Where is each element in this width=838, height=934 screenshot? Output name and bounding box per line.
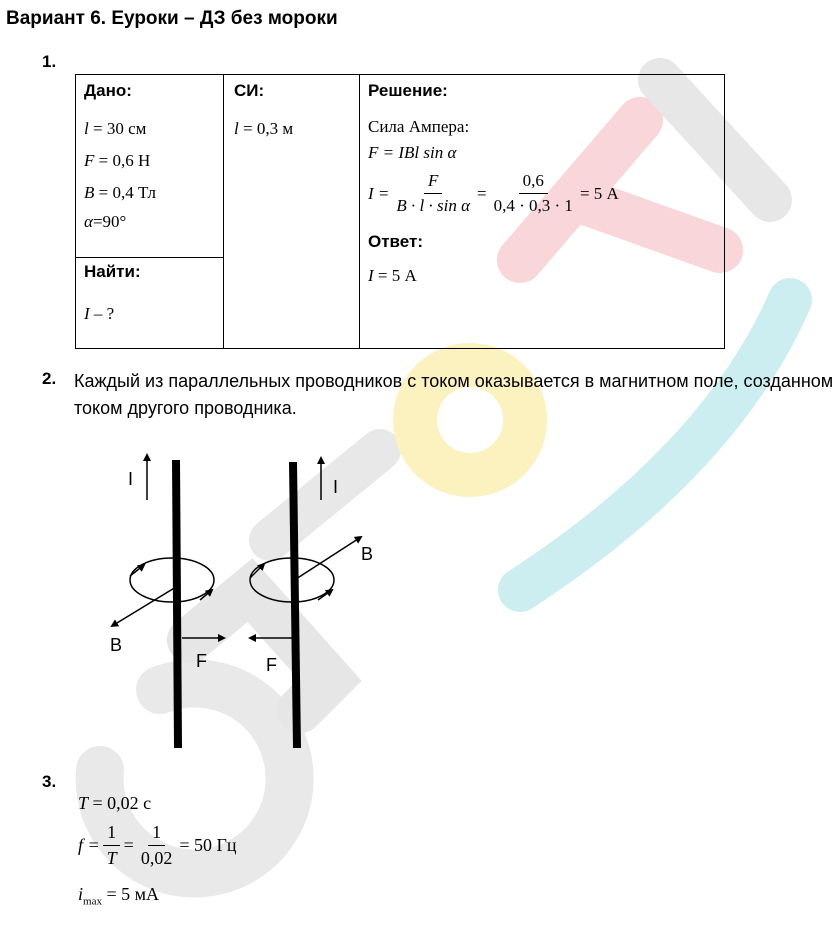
- answer-value: I = 5 А: [368, 266, 417, 285]
- left-loop-arrow-top: [130, 565, 144, 576]
- frequency-fraction-numeric: $\frac{1}{0,02}$: [140, 822, 173, 868]
- right-loop-arrow-bottom: [318, 590, 332, 600]
- solution-body: [368, 117, 716, 216]
- task1-table: [75, 74, 725, 349]
- right-induction-arrow: [296, 537, 361, 579]
- left-field-loop: [130, 558, 214, 602]
- solution-header: Решение:: [368, 81, 448, 100]
- right-conductor: [293, 462, 297, 748]
- max-current-line: $i_{max} = 5$ мА: [78, 884, 160, 908]
- given-angle: α=90°: [84, 212, 127, 231]
- given-induction: B = 0,4 Тл: [84, 183, 156, 202]
- task2-text: Каждый из параллельных проводников с током оказывается в магнитном поле, созданном током другого проводника.: [74, 371, 834, 418]
- task2-number: 2.: [42, 369, 57, 388]
- answer-header: Ответ:: [368, 232, 423, 251]
- left-induction-label: B: [110, 635, 123, 655]
- given-list: [84, 113, 215, 235]
- si-value: l = 0,3 м: [234, 119, 294, 138]
- si-cell: [224, 75, 360, 349]
- parallel-conductors-figure: [100, 450, 400, 750]
- frequency-formula: f = $\frac{1}{T}$ = $\frac{1}{0,02}$ = 50 Гц: [78, 822, 237, 868]
- right-current-label: I: [333, 477, 339, 497]
- find-value: I – ?: [84, 304, 115, 323]
- right-force-label: F: [266, 655, 277, 675]
- ampere-law: F = IBl sin α: [368, 143, 457, 162]
- page-title: Вариант 6. Еуроки – ДЗ без мороки: [6, 8, 338, 29]
- fraction-symbolic: $\frac{F}{\text{B · l · sin α}}$: [396, 171, 471, 215]
- right-loop-arrow-top: [250, 564, 264, 578]
- si-header: СИ:: [234, 81, 265, 100]
- frequency-fraction-symbolic: $\frac{1}{T}$: [103, 822, 121, 869]
- find-header: Найти:: [84, 262, 141, 281]
- given-length: l = 30 см: [84, 119, 147, 138]
- left-current-label: I: [128, 469, 134, 489]
- given-header: Дано:: [84, 81, 132, 100]
- right-induction-label: B: [361, 544, 374, 564]
- current-formula: I = $\frac{F}{\text{B · l · sin α}}$ = $\frac{0,6}{0,4 \cdot 0,3 \cdot 1}$ = 5 А: [368, 171, 619, 215]
- period-line: T = 0,02 с: [78, 793, 152, 813]
- find-cell: [76, 258, 224, 349]
- given-force: F = 0,6 Н: [84, 151, 151, 170]
- left-force-label: F: [196, 651, 207, 671]
- fraction-numeric: $\frac{0,6}{0,4 \cdot 0,3 \cdot 1}$: [493, 171, 573, 215]
- task1-number: 1.: [42, 52, 57, 71]
- left-induction-arrow: [112, 587, 176, 626]
- task3-number: 3.: [42, 772, 57, 791]
- left-conductor: [176, 460, 178, 748]
- solution-cell: [360, 75, 725, 349]
- given-cell: [76, 75, 224, 258]
- solution-caption: Сила Ампера:: [368, 117, 470, 136]
